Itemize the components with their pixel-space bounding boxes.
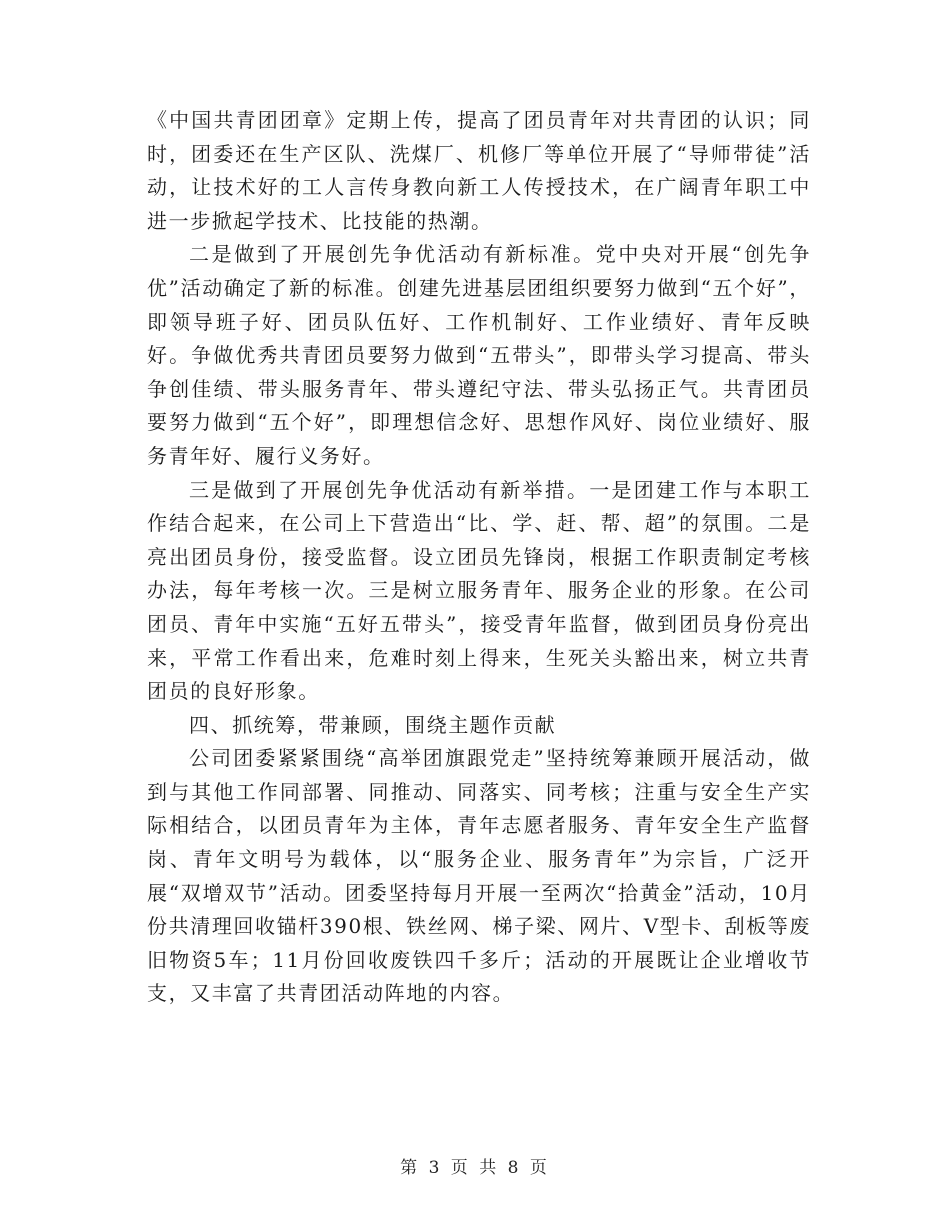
paragraph-continued: 《中国共青团团章》定期上传，提高了团员青年对共青团的认识；同时，团委还在生产区队、洗煤厂、机修厂等单位开展了“导师带徒”活动，让技术好的工人言传身教向新工人传授技术，在广阔青年职工中进一步掀起学技术、比技能的热潮。 <box>147 108 811 233</box>
section-heading: 四、抓统筹，带兼顾，围绕主题作贡献 <box>189 712 557 737</box>
paragraph-new-standard: 二是做到了开展创先争优活动有新标准。党中央对开展“创先争优”活动确定了新的标准。创建先进基层团组织要努力做到“五个好”，即领导班子好、团员队伍好、工作机制好、工作业绩好、青年反映好。争做优秀共青团员要努力做到“五带头”，即带头学习提高、带头争创佳绩、带头服务青年、带头遵纪守法、带头弘扬正气。共青团员要努力做到“五个好”，即理想信念好、思想作风好、岗位业绩好、服务青年好、履行义务好。 <box>147 242 811 468</box>
page-number-footer: 第 3 页 共 8 页 <box>400 1158 550 1178</box>
paragraph-new-measures: 三是做到了开展创先争优活动有新举措。一是团建工作与本职工作结合起来，在公司上下营造出“比、学、赶、帮、超”的氛围。二是亮出团员身份，接受监督。设立团员先锋岗，根据工作职责制定考核办法，每年考核一次。三是树立服务青年、服务企业的形象。在公司团员、青年中实施“五好五带头”，接受青年监督，做到团员身份亮出来，平常工作看出来，危难时刻上得来，生死关头豁出来，树立共青团员的良好形象。 <box>147 477 811 704</box>
document-body <box>147 104 811 1011</box>
paragraph-activities: 公司团委紧紧围绕“高举团旗跟党走”坚持统筹兼顾开展活动，做到与其他工作同部署、同推动、同落实、同考核；注重与安全生产实际相结合，以团员青年为主体，青年志愿者服务、青年安全生产监督岗、青年文明号为载体，以“服务企业、服务青年”为宗旨，广泛开展“双增双节”活动。团委坚持每月开展一至两次“拾黄金”活动，10月份共清理回收锚杆390根、铁丝网、梯子梁、网片、V型卡、刮板等废旧物资5车；11月份回收废铁四千多斤；活动的开展既让企业增收节支，又丰富了共青团活动阵地的内容。 <box>147 746 811 1006</box>
